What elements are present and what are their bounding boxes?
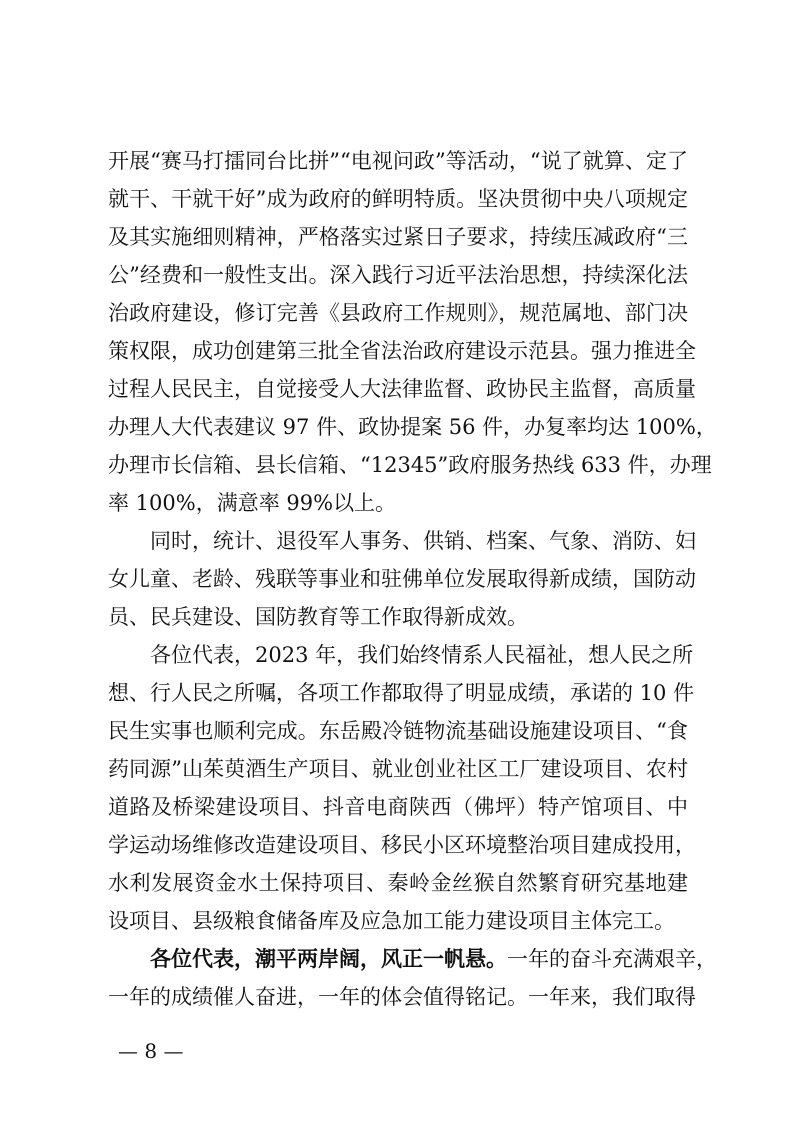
text-line: 女儿童、老龄、残联等事业和驻佛单位发展取得新成绩，国防动 xyxy=(108,567,696,591)
text-line: 开展“赛马打擂同台比拼”“电视问政”等活动，“说了就算、定了 xyxy=(108,149,688,173)
text-line: 民生实事也顺利完成。东岳殿冷链物流基础设施建设项目、“食 xyxy=(108,719,688,743)
text-line: 水利发展资金水土保持项目、秦岭金丝猴自然繁育研究基地建 xyxy=(108,871,688,895)
text-line: 策权限，成功创建第三批全省法治政府建设示范县。强力推进全 xyxy=(108,339,696,363)
text-line: 办理人大代表建议 97 件、政协提案 56 件，办复率均达 100%， xyxy=(108,415,717,439)
text-line: 员、民兵建设、国防教育等工作取得新成效。 xyxy=(108,605,528,629)
text-line: 道路及桥梁建设项目、抖音电商陕西（佛坪）特产馆项目、中 xyxy=(108,795,688,819)
text-line: 学运动场维修改造建设项目、移民小区环境整治项目建成投用， xyxy=(108,833,696,857)
text-line: 一年的成绩催人奋进，一年的体会值得铭记。一年来，我们取得 xyxy=(108,985,696,1009)
text-line: 就干、干就干好”成为政府的鲜明特质。坚决贯彻中央八项规定 xyxy=(108,187,688,211)
text-line: 药同源”山茱萸酒生产项目、就业创业社区工厂建设项目、农村 xyxy=(108,757,688,781)
text-line xyxy=(150,944,717,974)
text-line: 治政府建设，修订完善《县政府工作规则》，规范属地、部门决 xyxy=(108,301,688,325)
text-line: 率 100%，满意率 99%以上。 xyxy=(108,491,397,515)
text-line: 办理市长信箱、县长信箱、“12345”政府服务热线 633 件，办理 xyxy=(108,453,712,477)
text-run: 一年的奋斗充满艰辛， xyxy=(507,947,717,971)
text-line: 想、行人民之所嘱，各项工作都取得了明显成绩，承诺的 10 件 xyxy=(108,681,695,705)
text-line: 设项目、县级粮食储备库及应急加工能力建设项目主体完工。 xyxy=(108,909,675,933)
bold-lead-sentence: 各位代表，潮平两岸阔，风正一帆悬。 xyxy=(150,946,507,971)
text-line: 及其实施细则精神，严格落实过紧日子要求，持续压减政府“三 xyxy=(108,225,688,249)
text-line: 同时，统计、退役军人事务、供销、档案、气象、消防、妇 xyxy=(150,529,696,553)
page-number: — 8 — xyxy=(118,1039,184,1063)
text-line: 过程人民民主，自觉接受人大法律监督、政协民主监督，高质量 xyxy=(108,377,696,401)
text-line: 各位代表，2023 年，我们始终情系人民福祉，想人民之所 xyxy=(150,643,694,667)
text-line: 公”经费和一般性支出。深入践行习近平法治思想，持续深化法 xyxy=(108,263,688,287)
